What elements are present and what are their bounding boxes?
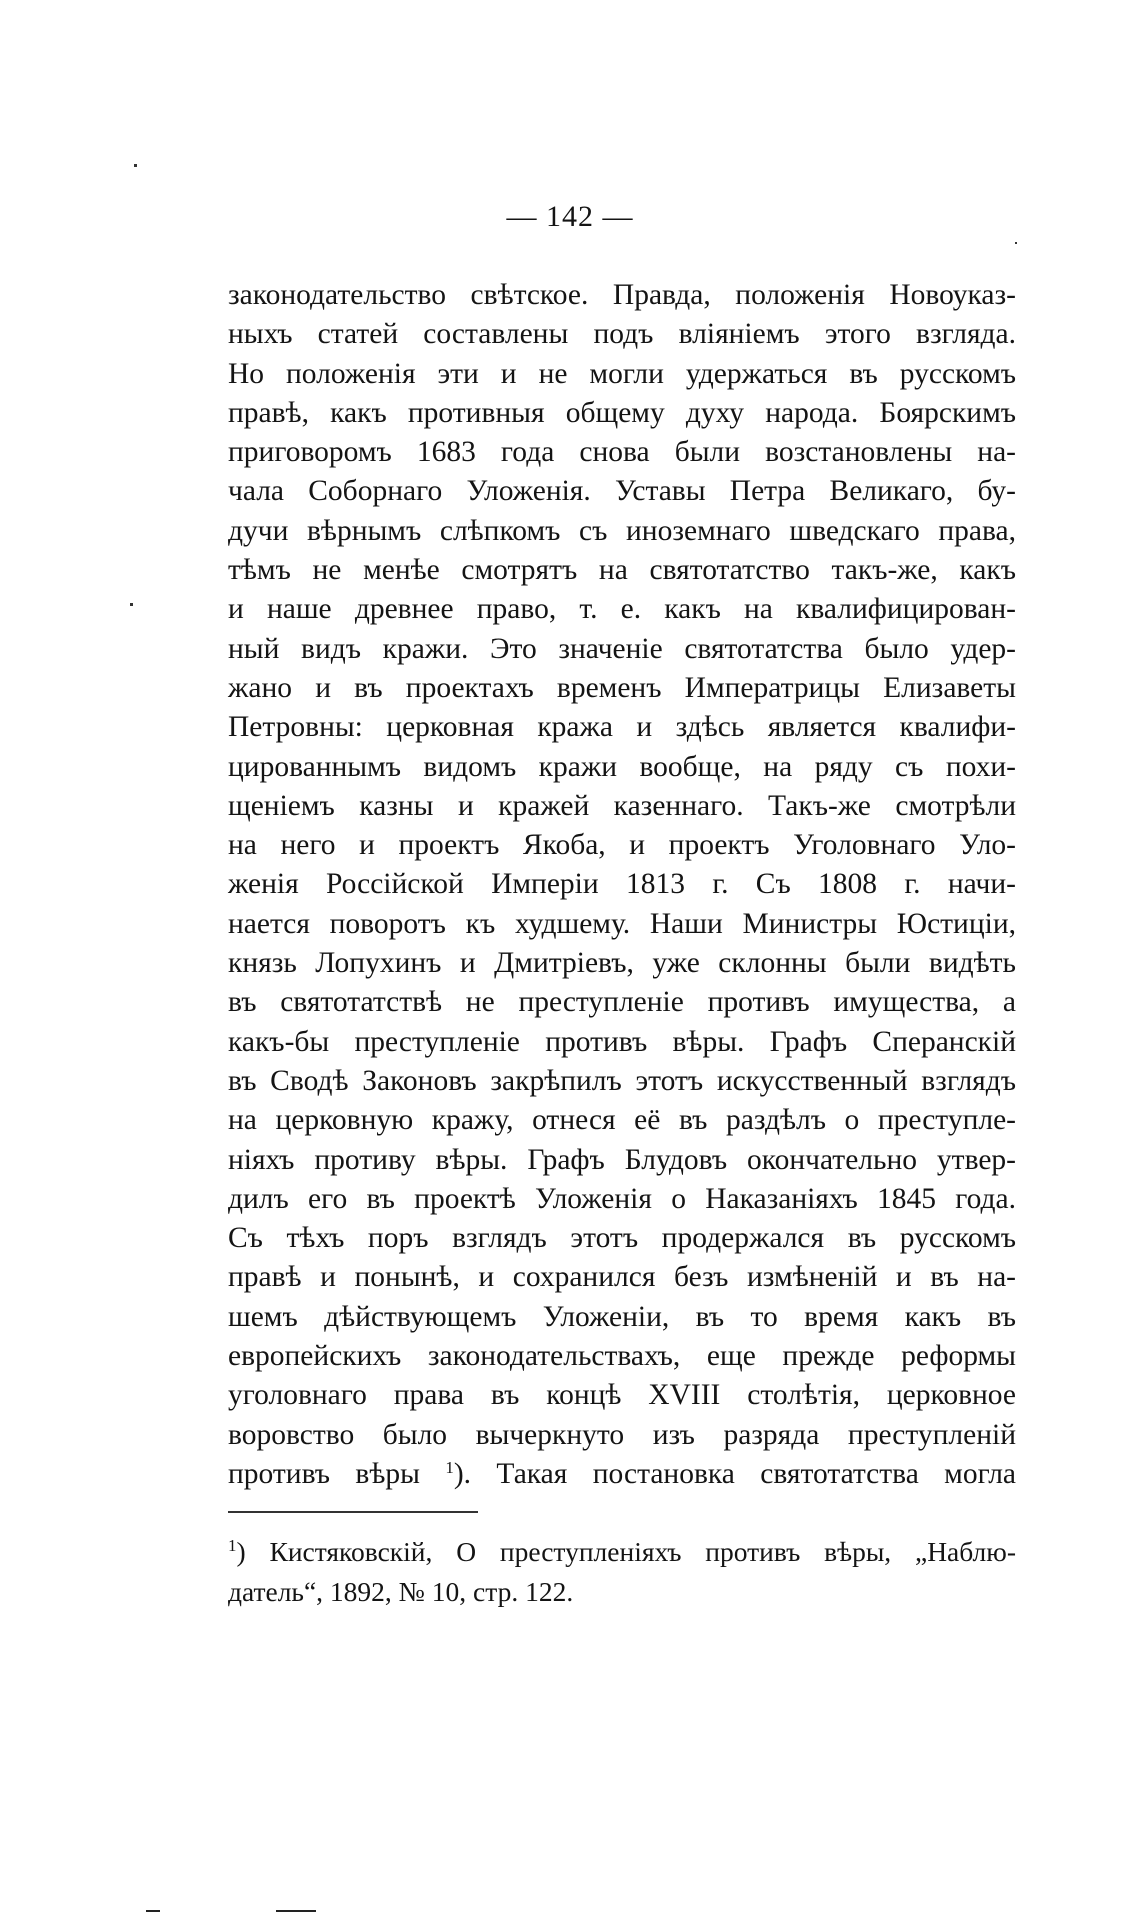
- text-line: ныхъ статей составлены подъ вліяніемъ этого взгляда.: [228, 318, 1016, 351]
- footnote-text-2: датель“, 1892, № 10, стр. 122.: [228, 1576, 574, 1607]
- text-line: дилъ его въ проектѣ Уложенія о Наказаніяхъ 1845 года.: [228, 1182, 1016, 1215]
- text-line: въ святотатствѣ не преступленіе противъ имущества, а: [228, 986, 1016, 1019]
- text-line: жано и въ проектахъ временъ Императрицы Елизаветы: [228, 671, 1016, 704]
- bottom-mark: [146, 1910, 160, 1912]
- scan-speck: [130, 603, 133, 606]
- scan-speck: [134, 164, 137, 167]
- text-line: на церковную кражу, отнеся её въ раздѣлъ о преступле-: [228, 1104, 1016, 1137]
- text-segment: ). Такая постановка святотатства могла: [453, 1457, 1017, 1490]
- footnote-text-1: ) Кистяковскій, О преступленіяхъ противъ вѣры, „Наблю-: [236, 1536, 1016, 1567]
- text-line: воровство было вычеркнуто изъ разряда преступленій: [228, 1418, 1016, 1451]
- text-line: европейскихъ законодательствахъ, еще прежде реформы: [228, 1340, 1016, 1373]
- text-segment: противъ вѣры: [228, 1457, 446, 1490]
- text-line: щеніемъ казны и кражей казеннаго. Такъ-же смотрѣли: [228, 789, 1016, 822]
- text-line: и наше древнее право, т. е. какъ на квалифицирован-: [228, 593, 1016, 626]
- text-line: Петровны: церковная кража и здѣсь является квалифи-: [228, 711, 1016, 744]
- footnote-reference: 1: [445, 1457, 454, 1477]
- scan-speck: [1015, 242, 1017, 244]
- footnote-marker: 1: [228, 1536, 237, 1555]
- text-line: князь Лопухинъ и Дмитріевъ, уже склонны были видѣть: [228, 947, 1016, 980]
- text-line: цированнымъ видомъ кражи вообще, на ряду съ похи-: [228, 750, 1016, 783]
- footnote-rule: [228, 1511, 478, 1513]
- footnote: [228, 1532, 1016, 1612]
- text-line: Съ тѣхъ поръ взглядъ этотъ продержался въ русскомъ: [228, 1222, 1016, 1255]
- body-text: [228, 276, 1016, 1494]
- text-line: законодательство свѣтское. Правда, положенія Новоуказ-: [228, 279, 1016, 311]
- text-line: ный видъ кражи. Это значеніе святотатства было удер-: [228, 632, 1016, 665]
- footnote-line: [228, 1532, 1016, 1572]
- text-line: шемъ дѣйствующемъ Уложеніи, въ то время какъ въ: [228, 1300, 1016, 1333]
- text-line: уголовнаго права въ концѣ XVIII столѣтія, церковное: [228, 1379, 1016, 1412]
- text-line: тѣмъ не менѣе смотрятъ на святотатство такъ-же, какъ: [228, 554, 1016, 587]
- footnote-line: [228, 1572, 1016, 1612]
- text-line: ніяхъ противу вѣры. Графъ Блудовъ окончательно утвер-: [228, 1143, 1016, 1176]
- text-line: [228, 1455, 1016, 1494]
- text-line: дучи вѣрнымъ слѣпкомъ съ иноземнаго шведскаго права,: [228, 514, 1016, 547]
- text-line: чала Соборнаго Уложенія. Уставы Петра Великаго, бу-: [228, 475, 1016, 508]
- page-number: — 142 —: [506, 200, 634, 233]
- text-line: въ Сводѣ Законовъ закрѣпилъ этотъ искусственный взглядъ: [228, 1064, 1016, 1097]
- text-line: на него и проектъ Якоба, и проектъ Уголовнаго Уло-: [228, 829, 1016, 862]
- text-line: приговоромъ 1683 года снова были возстановлены на-: [228, 436, 1016, 469]
- text-line: женія Россійской Имперіи 1813 г. Съ 1808 г. начи-: [228, 868, 1016, 901]
- text-line: Но положенія эти и не могли удержаться въ русскомъ: [228, 357, 1016, 390]
- text-line: какъ-бы преступленіе противъ вѣры. Графъ Сперанскій: [228, 1025, 1016, 1058]
- text-line: правѣ и понынѣ, и сохранился безъ измѣненій и въ на-: [228, 1261, 1016, 1294]
- bottom-mark: [276, 1910, 316, 1912]
- text-line: правѣ, какъ противныя общему духу народа. Боярскимъ: [228, 396, 1016, 429]
- text-line: нается поворотъ къ худшему. Наши Министры Юстиціи,: [228, 907, 1016, 940]
